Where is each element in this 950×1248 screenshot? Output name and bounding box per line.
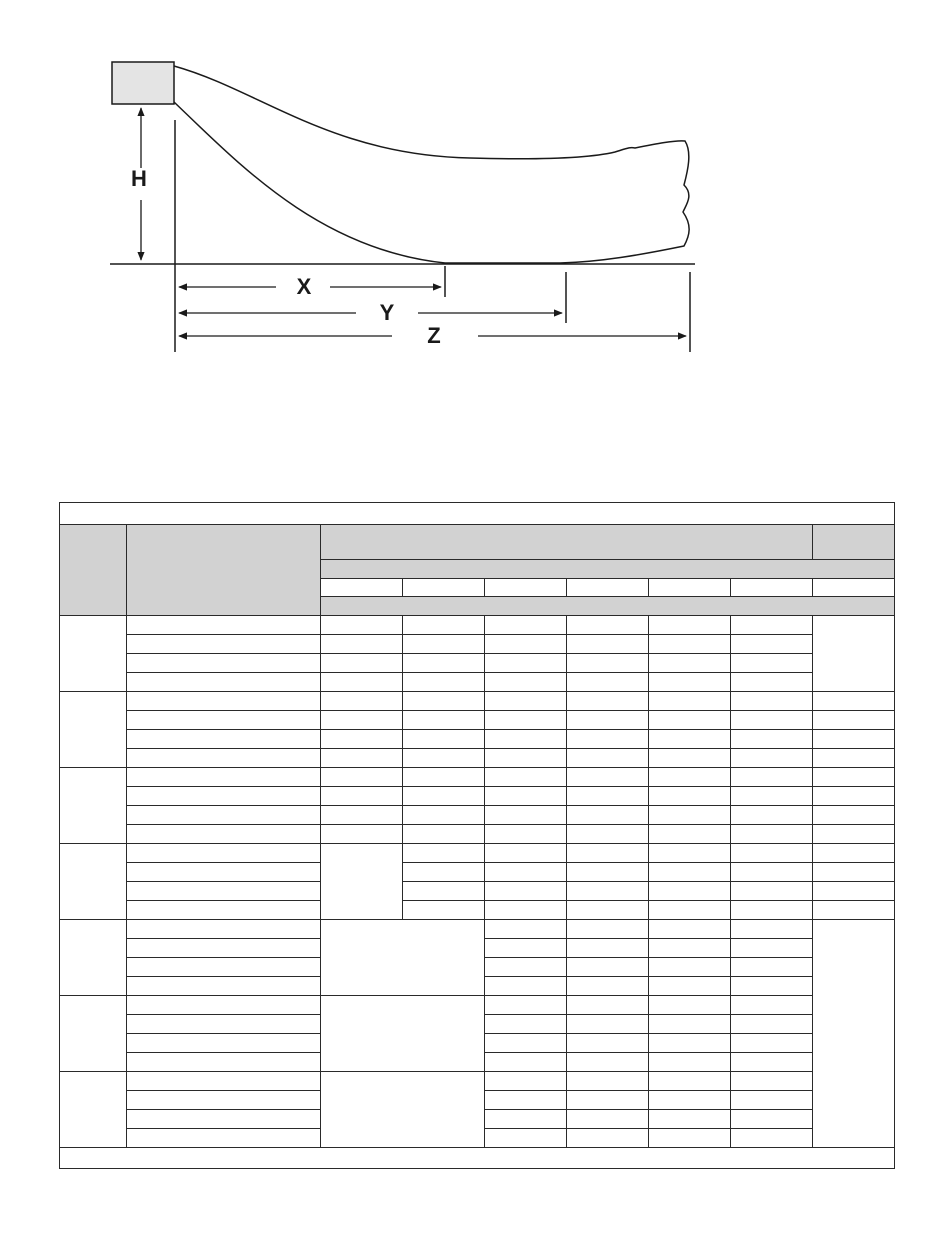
data-cell [485, 825, 567, 844]
data-cell [567, 711, 649, 730]
data-cell [485, 768, 567, 787]
row-label-cell [127, 1072, 321, 1091]
header-sub [321, 560, 895, 579]
data-cell [649, 939, 731, 958]
data-cell [403, 806, 485, 825]
data-cell [403, 863, 485, 882]
data-cell [485, 996, 567, 1015]
data-cell [403, 635, 485, 654]
data-cell [731, 692, 813, 711]
data-cell-merged [813, 616, 895, 692]
header-column [731, 579, 813, 597]
data-cell [813, 749, 895, 768]
height-label: H [131, 166, 147, 191]
data-cell [731, 1091, 813, 1110]
group-label-cell [60, 616, 127, 692]
data-cell [567, 844, 649, 863]
table-footer-note [60, 1148, 895, 1169]
row-label-cell [127, 787, 321, 806]
data-cell [731, 977, 813, 996]
group-label-cell [60, 920, 127, 996]
x-label: X [296, 274, 312, 299]
data-cell [649, 920, 731, 939]
data-cell [567, 863, 649, 882]
data-cell [649, 654, 731, 673]
data-cell [485, 920, 567, 939]
header-column [485, 579, 567, 597]
data-cell [649, 844, 731, 863]
data-cell [567, 882, 649, 901]
data-cell [731, 1034, 813, 1053]
data-cell [567, 1034, 649, 1053]
data-cell [649, 1053, 731, 1072]
data-cell [649, 806, 731, 825]
header-column [567, 579, 649, 597]
group-label-cell [60, 1072, 127, 1148]
data-cell [813, 711, 895, 730]
data-cell [813, 844, 895, 863]
data-cell [567, 616, 649, 635]
row-label-cell [127, 1053, 321, 1072]
data-cell [731, 787, 813, 806]
data-cell [567, 692, 649, 711]
data-cell [731, 1015, 813, 1034]
data-cell [485, 692, 567, 711]
data-cell [731, 806, 813, 825]
data-cell [403, 749, 485, 768]
data-cell [813, 901, 895, 920]
data-cell [403, 882, 485, 901]
data-cell [567, 977, 649, 996]
data-cell [321, 825, 403, 844]
data-cell [321, 692, 403, 711]
data-cell [649, 749, 731, 768]
data-cell [567, 1129, 649, 1148]
row-label-cell [127, 920, 321, 939]
data-cell [403, 768, 485, 787]
data-cell [485, 958, 567, 977]
data-cell [485, 711, 567, 730]
group-label-cell [60, 768, 127, 844]
data-cell [403, 825, 485, 844]
data-cell [403, 616, 485, 635]
data-cell [567, 958, 649, 977]
data-cell [485, 806, 567, 825]
data-cell [321, 787, 403, 806]
data-cell [813, 863, 895, 882]
header-right [813, 525, 895, 560]
data-cell [567, 635, 649, 654]
data-cell [321, 616, 403, 635]
data-cell [485, 844, 567, 863]
data-cell [813, 768, 895, 787]
data-cell [649, 1015, 731, 1034]
data-cell [813, 806, 895, 825]
data-cell-merged [321, 1072, 485, 1148]
row-label-cell [127, 844, 321, 863]
row-label-cell [127, 654, 321, 673]
data-cell [567, 768, 649, 787]
data-cell [567, 1072, 649, 1091]
data-cell [403, 901, 485, 920]
throw-data-table [59, 502, 895, 1169]
data-cell [567, 654, 649, 673]
data-cell [731, 958, 813, 977]
data-cell [731, 1129, 813, 1148]
data-cell [403, 654, 485, 673]
air-plume-outline [174, 66, 689, 263]
row-label-cell [127, 901, 321, 920]
data-cell [731, 844, 813, 863]
data-cell [567, 806, 649, 825]
data-cell [731, 749, 813, 768]
data-cell [321, 673, 403, 692]
data-cell [567, 673, 649, 692]
row-label-cell [127, 730, 321, 749]
row-label-cell [127, 673, 321, 692]
data-cell [485, 1015, 567, 1034]
data-cell [731, 1110, 813, 1129]
data-cell [485, 1129, 567, 1148]
air-outlet-unit [112, 62, 174, 104]
data-cell [403, 673, 485, 692]
header-units [321, 597, 895, 616]
air-throw-diagram [0, 0, 950, 480]
data-cell [731, 768, 813, 787]
data-cell [567, 825, 649, 844]
data-cell [813, 787, 895, 806]
data-cell [485, 1091, 567, 1110]
row-label-cell [127, 825, 321, 844]
row-label-cell [127, 939, 321, 958]
data-cell [403, 787, 485, 806]
data-cell [649, 996, 731, 1015]
header-column [813, 579, 895, 597]
data-cell [649, 787, 731, 806]
data-cell [649, 635, 731, 654]
data-cell-merged [321, 996, 485, 1072]
data-cell [485, 673, 567, 692]
y-label: Y [379, 300, 395, 325]
data-cell [567, 730, 649, 749]
data-cell [567, 920, 649, 939]
data-cell [485, 616, 567, 635]
data-cell [485, 1072, 567, 1091]
data-cell [485, 939, 567, 958]
data-cell [731, 996, 813, 1015]
data-cell [731, 654, 813, 673]
data-cell [485, 787, 567, 806]
data-cell [813, 692, 895, 711]
data-cell-merged [813, 920, 895, 1148]
data-cell [321, 635, 403, 654]
row-label-cell [127, 806, 321, 825]
row-label-cell [127, 635, 321, 654]
header-column [403, 579, 485, 597]
row-label-cell [127, 882, 321, 901]
data-cell [731, 730, 813, 749]
data-cell [567, 1091, 649, 1110]
data-cell [567, 939, 649, 958]
row-label-cell [127, 692, 321, 711]
data-cell [649, 1129, 731, 1148]
row-label-cell [127, 996, 321, 1015]
data-cell [731, 825, 813, 844]
data-cell [731, 882, 813, 901]
data-cell [485, 1110, 567, 1129]
data-cell [321, 654, 403, 673]
data-cell [567, 1015, 649, 1034]
data-cell [731, 863, 813, 882]
data-cell [321, 730, 403, 749]
row-label-cell [127, 711, 321, 730]
data-cell [567, 787, 649, 806]
header-column [649, 579, 731, 597]
data-cell [649, 977, 731, 996]
data-cell [813, 730, 895, 749]
data-cell [649, 882, 731, 901]
data-cell [731, 1053, 813, 1072]
data-cell [485, 654, 567, 673]
data-cell-merged [321, 844, 403, 920]
row-label-cell [127, 616, 321, 635]
data-cell [485, 901, 567, 920]
data-cell [649, 692, 731, 711]
data-cell [403, 844, 485, 863]
data-cell [649, 616, 731, 635]
data-cell [567, 1053, 649, 1072]
row-label-cell [127, 749, 321, 768]
data-cell [321, 768, 403, 787]
row-label-cell [127, 1129, 321, 1148]
header-column [321, 579, 403, 597]
data-cell [567, 749, 649, 768]
data-cell [649, 1034, 731, 1053]
data-cell [403, 692, 485, 711]
data-cell [731, 920, 813, 939]
data-cell [567, 996, 649, 1015]
data-cell [485, 730, 567, 749]
data-cell [485, 749, 567, 768]
data-cell [649, 1091, 731, 1110]
data-cell [731, 901, 813, 920]
header-setting [127, 525, 321, 616]
data-cell [567, 1110, 649, 1129]
data-cell [485, 977, 567, 996]
row-label-cell [127, 958, 321, 977]
data-cell [649, 730, 731, 749]
group-label-cell [60, 996, 127, 1072]
group-label-cell [60, 692, 127, 768]
data-cell [649, 1110, 731, 1129]
data-cell [731, 616, 813, 635]
data-cell [321, 806, 403, 825]
data-cell [731, 939, 813, 958]
data-cell [731, 635, 813, 654]
data-cell [485, 882, 567, 901]
header-model [60, 525, 127, 616]
row-label-cell [127, 768, 321, 787]
data-cell [649, 711, 731, 730]
data-cell [649, 673, 731, 692]
data-cell [649, 825, 731, 844]
data-cell [567, 901, 649, 920]
data-cell [649, 863, 731, 882]
data-cell [485, 635, 567, 654]
header-group [321, 525, 813, 560]
row-label-cell [127, 1034, 321, 1053]
data-cell [813, 825, 895, 844]
data-cell [731, 711, 813, 730]
z-label: Z [427, 323, 441, 348]
data-cell [403, 730, 485, 749]
data-cell [321, 711, 403, 730]
data-cell-merged [321, 920, 485, 996]
group-label-cell [60, 844, 127, 920]
table-title [60, 503, 895, 525]
data-cell [649, 1072, 731, 1091]
data-cell [403, 711, 485, 730]
data-cell [649, 958, 731, 977]
row-label-cell [127, 1015, 321, 1034]
row-label-cell [127, 977, 321, 996]
row-label-cell [127, 1091, 321, 1110]
data-cell [485, 1034, 567, 1053]
row-label-cell [127, 1110, 321, 1129]
data-cell [731, 673, 813, 692]
data-cell [485, 1053, 567, 1072]
data-cell [649, 768, 731, 787]
data-cell [731, 1072, 813, 1091]
row-label-cell [127, 863, 321, 882]
data-cell [813, 882, 895, 901]
data-cell [321, 749, 403, 768]
data-cell [485, 863, 567, 882]
data-cell [649, 901, 731, 920]
